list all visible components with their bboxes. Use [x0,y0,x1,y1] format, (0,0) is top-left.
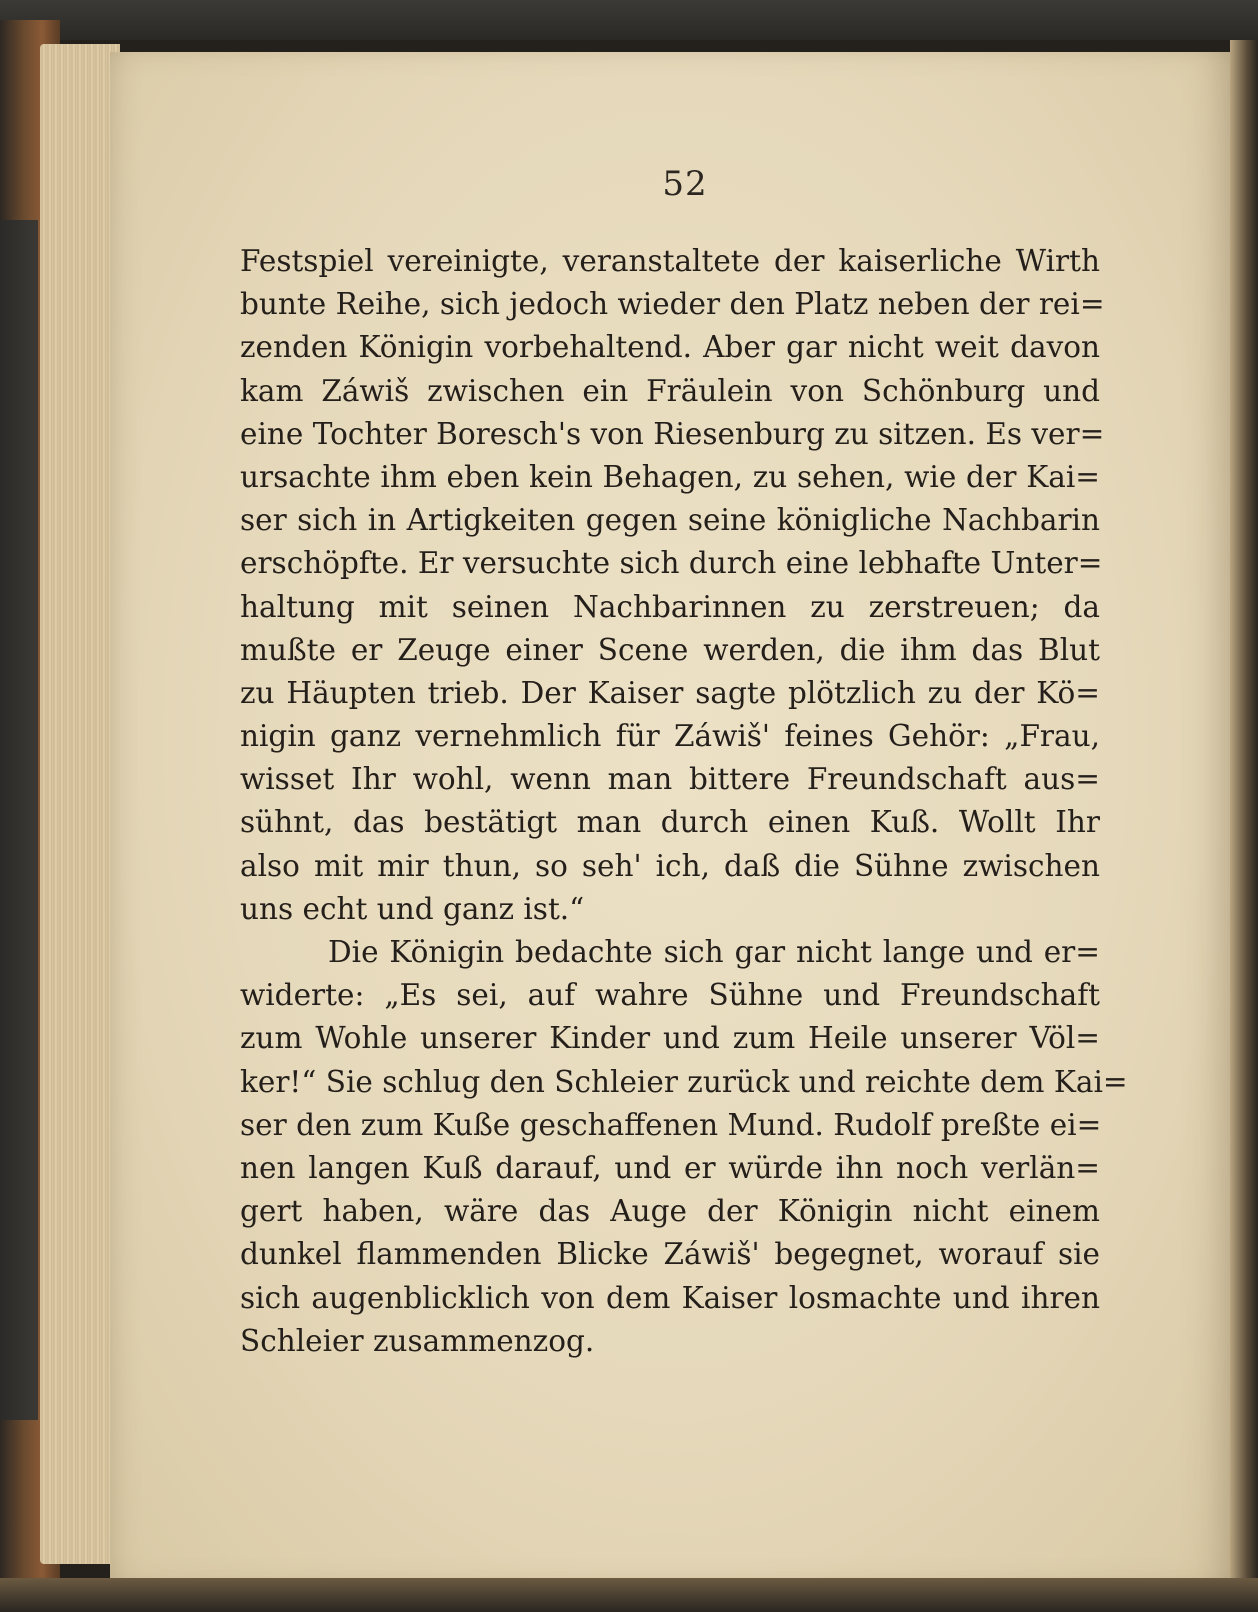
text-line: ser den zum Kuße geschaffenen Mund. Rudolf preßte ei= [240,1107,1102,1142]
body-text [240,240,1128,1363]
text-line: sich augenblicklich von dem Kaiser losmachte und ihren [240,1280,1100,1315]
text-line: eine Tochter Boresch's von Riesenburg zu sitzen. Es ver= [240,416,1105,451]
text-line-paragraph-start: Die Königin bedachte sich gar nicht lange und er= [328,935,1100,969]
text-line: haltung mit seinen Nachbarinnen zu zerstreuen; da [240,589,1100,624]
text-line: wisset Ihr wohl, wenn man bittere Freundschaft aus= [240,762,1100,797]
text-line: sühnt, das bestätigt man durch einen Kuß. Wollt Ihr [240,805,1100,840]
text-line: ursachte ihm eben kein Behagen, zu sehen, wie der Kai= [240,459,1100,494]
text-line: kam Záwiš zwischen ein Fräulein von Schönburg und [240,373,1100,408]
text-line: gert haben, wäre das Auge der Königin nicht einem [240,1194,1100,1229]
book-cover-bottom [0,1578,1258,1612]
text-line: bunte Reihe, sich jedoch wieder den Platz neben der rei= [240,287,1105,322]
book-cover-spine [0,220,38,1420]
page-sheet [110,52,1235,1582]
text-line: ker!“ Sie schlug den Schleier zurück und reichte dem Kai= [240,1064,1128,1099]
text-line: nigin ganz vernehmlich für Záwiš' feines Gehör: „Frau, [240,719,1100,754]
text-line: zenden Königin vorbehaltend. Aber gar nicht weit davon [240,330,1100,365]
page-number: 52 [662,164,708,204]
text-line: Festspiel vereinigte, veranstaltete der kaiserliche Wirth [240,244,1100,278]
text-line: erschöpfte. Er versuchte sich durch eine lebhafte Unter= [240,546,1103,581]
page-block-edges [40,44,120,1564]
page-gutter-right [1230,40,1258,1600]
text-line: mußte er Zeuge einer Scene werden, die ihm das Blut [240,632,1100,667]
text-line: nen langen Kuß darauf, und er würde ihn noch verlän= [240,1150,1100,1185]
book-cover-top [0,0,1258,40]
text-line: zu Häupten trieb. Der Kaiser sagte plötzlich zu der Kö= [240,675,1100,710]
text-line: also mit mir thun, so seh' ich, daß die Sühne zwischen [240,848,1100,883]
text-line-paragraph-end: uns echt und ganz ist.“ [240,891,585,926]
text-line: widerte: „Es sei, auf wahre Sühne und Freundschaft [240,978,1100,1013]
text-line: zum Wohle unserer Kinder und zum Heile unserer Völ= [240,1021,1100,1056]
text-line: dunkel flammenden Blicke Záwiš' begegnet, worauf sie [240,1237,1100,1272]
text-line: ser sich in Artigkeiten gegen seine königliche Nachbarin [240,503,1100,538]
text-line-paragraph-end: Schleier zusammenzog. [240,1323,595,1358]
